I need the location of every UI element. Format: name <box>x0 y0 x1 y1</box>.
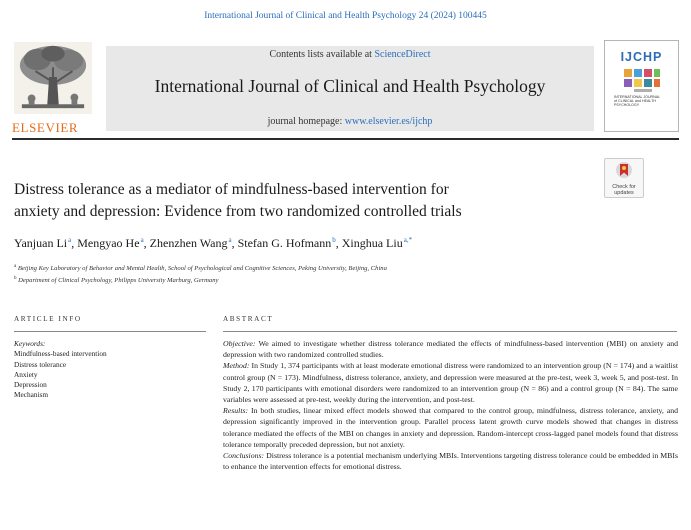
abstract-conclusions: Conclusions: Distress tolerance is a potential mechanism underlying MBIs. Interventions targeting distress tolerance could be embedded in MBIs to enhance the intervention effects for emotional distress. <box>223 451 678 472</box>
sciencedirect-link[interactable]: ScienceDirect <box>374 49 431 60</box>
publisher-wordmark: ELSEVIER <box>12 120 79 135</box>
abstract-body <box>223 338 678 472</box>
elsevier-logo[interactable] <box>12 42 94 135</box>
abstract-objective: Objective: We aimed to investigate whether distress tolerance mediated the effects of mindfulness-based intervention (MBI) on anxiety and depression with two randomized controlled studies. <box>223 339 678 360</box>
article-title: Distress tolerance as a mediator of mindfulness-based intervention for anxiety and depression: Evidence from two randomized controlled trials <box>14 181 462 220</box>
cover-journal-name: INTERNATIONAL JOURNAL of CLINICAL and HEALTH PSYCHOLOGY <box>614 95 661 108</box>
keyword-item: Depression <box>14 380 47 390</box>
homepage-line: journal homepage: www.elsevier.es/ijchp <box>267 116 433 127</box>
affiliations <box>14 262 387 286</box>
article-info-divider <box>14 331 206 332</box>
contents-line: Contents lists available at ScienceDirect <box>269 49 431 60</box>
elsevier-tree-icon <box>14 42 92 114</box>
abstract-results: Results: In both studies, linear mixed effect models showed that compared to the control group, mindfulness, distress tolerance, anxiety, and depression significantly improved in the intervention group. Parallel process latent growth curve models showed that changes in distress tolerance mediated the effects of the MBI on changes in anxiety and depression. Random-intercept cross-lagged panel models found that distress tolerance temporally preceded depression, but not anxiety. <box>223 406 678 449</box>
keywords-label: Keywords: <box>14 339 46 348</box>
keyword-item: Mechanism <box>14 390 49 400</box>
author-name[interactable]: Mengyao He <box>77 236 140 250</box>
author-affiliation-marker[interactable]: a <box>228 236 232 244</box>
author-list: Yanjuan Li$^a$, Mengyao He$^a$, Zhenzhen Wang$^a$, Stefan G. Hofmann$^b$, Xinghua Liu$^{a,*}$ <box>14 236 413 250</box>
abstract-method: Method: In Study 1, 374 participants with at least moderate emotional distress were randomized to an intervention group (N = 174) and a waitlist control group (N = 173). Mindfulness, distress tolerance, anxiety, and depression were measured at the pre-test, week 3, week 5, and post-test. In Study 2, 170 participants with emotional disorders were randomized to an intervention group (N = 86) and a control group (N = 84). The same variables were assessed at pre-test, weekly during the intervention, and post-test. <box>223 361 678 405</box>
check-badge-label: Check for updates <box>612 184 636 196</box>
author-affiliation-marker[interactable]: a,* <box>403 236 413 244</box>
cover-abbreviation: IJCHP <box>620 50 663 64</box>
abstract-divider <box>223 331 677 332</box>
abstract-heading: ABSTRACT <box>223 315 274 323</box>
keyword-item: Distress tolerance <box>14 359 67 369</box>
author-name[interactable]: Stefan G. Hofmann <box>237 236 332 250</box>
author-name[interactable]: Yanjuan Li <box>14 236 68 250</box>
affiliation-item: $^a$ Beijing Key Laboratory of Behavior and Mental Health, School of Psychological and Cognitive Sciences, Peking University, Beijing, China <box>14 264 387 273</box>
bookmark-update-icon <box>614 161 634 179</box>
author-affiliation-marker[interactable]: b <box>332 236 336 244</box>
author-name[interactable]: Xinghua Liu <box>341 236 403 250</box>
author-name[interactable]: Zhenzhen Wang <box>149 236 228 250</box>
journal-citation[interactable]: International Journal of Clinical and Health Psychology 24 (2024) 100445 <box>204 11 487 21</box>
journal-banner <box>106 46 594 131</box>
affiliation-item: $^b$ Department of Clinical Psychology, Philipps University Marburg, Germany <box>14 276 219 285</box>
check-for-updates-button[interactable] <box>604 158 644 198</box>
author-affiliation-marker[interactable]: a <box>140 236 144 244</box>
keyword-item: Mindfulness-based intervention <box>14 349 107 359</box>
article-info-heading: ARTICLE INFO <box>14 315 82 323</box>
journal-title: International Journal of Clinical and Health Psychology <box>154 76 546 96</box>
author-affiliation-marker[interactable]: a <box>68 236 72 244</box>
cover-mosaic-icon <box>622 67 662 93</box>
header-divider <box>12 138 679 140</box>
keyword-item: Anxiety <box>14 369 38 379</box>
journal-cover-thumbnail[interactable] <box>604 40 679 132</box>
homepage-link[interactable]: www.elsevier.es/ijchp <box>344 116 433 127</box>
keywords-block <box>14 339 107 401</box>
